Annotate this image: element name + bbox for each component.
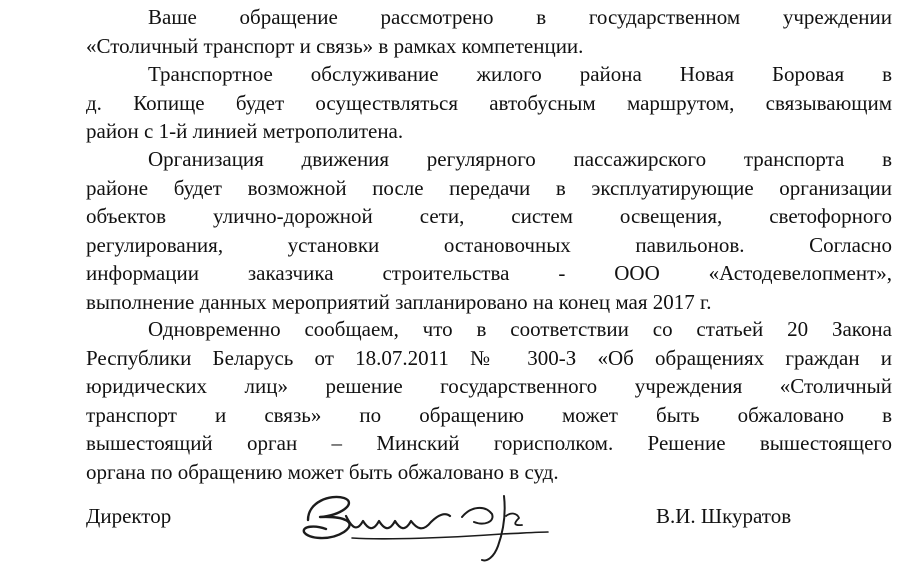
paragraph-review-notice	[86, 3, 892, 60]
text-line: Транспортное обслуживание жилого района Новая Боровая в	[148, 62, 892, 86]
text-line: объектов улично-дорожной сети, систем освещения, светофорного	[86, 204, 892, 228]
text-line: транспорт и связь» по обращению может быть обжаловано в	[86, 402, 892, 427]
text-line: Одновременно сообщаем, что в соответствии со статьей 20 Закона	[148, 317, 892, 341]
text-line: Республики Беларусь от 18.07.2011 № 300-З «Об обращениях граждан и	[86, 345, 892, 370]
text-line: юридических лиц» решение государственного учреждения «Столичный	[86, 374, 892, 398]
text-line: выполнение данных мероприятий запланировано на конец мая 2017 г.	[86, 289, 712, 314]
text-line: районе будет возможной после передачи в эксплуатирующие организации	[86, 175, 892, 200]
paragraph-bus-route	[86, 60, 892, 146]
text-line: информации заказчика строительства - ООО «Астодевелопмент»,	[86, 261, 892, 285]
paragraph-transport-organization	[86, 145, 892, 316]
text-line: д. Копище будет осуществляться автобусным маршрутом, связывающим	[86, 90, 892, 115]
text-line: район с 1-й линией метрополитена.	[86, 119, 404, 143]
signatory-title: Директор	[86, 504, 172, 528]
text-line: Ваше обращение рассмотрено в государственном учреждении	[148, 5, 892, 29]
text-line: «Столичный транспорт и связь» в рамках компетенции.	[86, 33, 584, 58]
paragraph-appeal-rights	[86, 315, 892, 486]
text-line: Организация движения регулярного пассажирского транспорта в	[148, 147, 892, 171]
signatory-name: В.И. Шкуратов	[656, 504, 792, 528]
text-line: регулирования, установки остановочных павильонов. Согласно	[86, 232, 892, 257]
text-line: вышестоящий орган – Минский горисполком. Решение вышестоящего	[86, 431, 892, 455]
signature-block	[86, 500, 892, 532]
text-line: органа по обращению может быть обжаловано в суд.	[86, 459, 559, 484]
